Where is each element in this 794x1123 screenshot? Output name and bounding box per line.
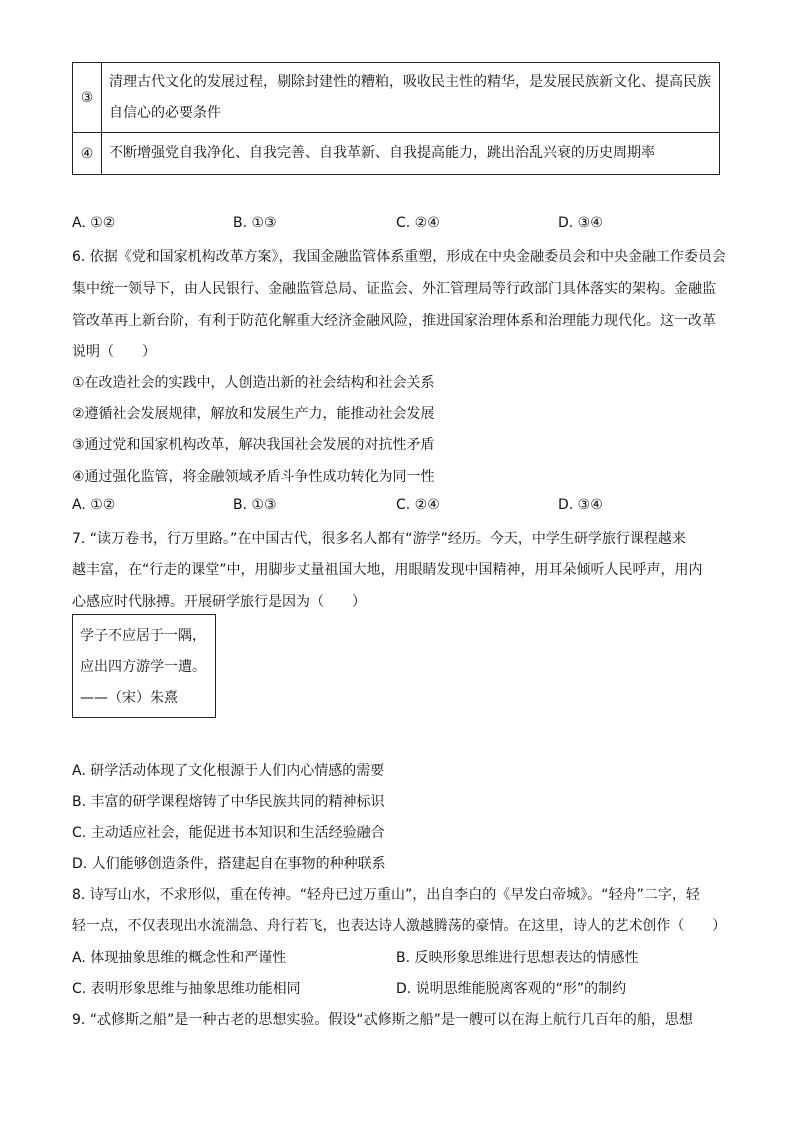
q6-item: ①在改造社会的实践中，人创造出新的社会结构和社会关系 xyxy=(72,375,435,391)
q6-item: ②遵循社会发展规律，解放和发展生产力，能推动社会发展 xyxy=(72,406,435,422)
quote-box xyxy=(72,614,216,718)
q6-stem-line: 集中统一领导下，由人民银行、金融监管总局、证监会、外汇管理局等行政部门具体落实的架构。金融监 xyxy=(72,281,716,297)
quote-line: 学子不应居于一隅， xyxy=(80,628,206,644)
q5-option-d: D. ③④ xyxy=(558,215,603,231)
q7-stem-line: 越丰富，在“行走的课堂”中，用脚步丈量祖国大地，用眼睛发现中国精神，用耳朵倾听人民呼声，用内 xyxy=(72,562,703,578)
table-row-number: ③ xyxy=(73,63,102,133)
q6-stem-line: 说明（ ） xyxy=(72,344,156,360)
table-row-text xyxy=(102,63,720,133)
q6-option-c: C. ②④ xyxy=(396,497,440,513)
q5-option-c: C. ②④ xyxy=(396,215,440,231)
q6-option-a: A. ①② xyxy=(72,497,116,513)
table-row-text: 不断增强党自我净化、自我完善、自我革新、自我提高能力，跳出治乱兴衰的历史周期率 xyxy=(102,133,720,175)
statement-table xyxy=(72,62,720,175)
q6-stem-line: 6. 依据《党和国家机构改革方案》，我国金融监管体系重塑，形成在中央金融委员会和中央金融工作委员会 xyxy=(72,249,726,265)
q8-option-a: A. 体现抽象思维的概念性和严谨性 xyxy=(72,950,287,966)
q6-stem-line: 管改革再上新台阶，有利于防范化解重大经济金融风险，推进国家治理体系和治理能力现代化。这一改革 xyxy=(72,313,716,329)
q8-option-d: D. 说明思维能脱离客观的“形”的制约 xyxy=(396,981,627,997)
table-row xyxy=(73,133,720,175)
quote-line: 应出四方游学一遭。 xyxy=(80,659,206,675)
q5-option-b: B. ①③ xyxy=(233,215,277,231)
table-line: 清理古代文化的发展过程，剔除封建性的糟粕，吸收民主性的精华，是发展民族新文化、提高民族 xyxy=(109,73,711,90)
table-row-number: ④ xyxy=(73,133,102,175)
q7-option-d: D. 人们能够创造条件，搭建起自在事物的种种联系 xyxy=(72,856,386,872)
q8-option-c: C. 表明形象思维与抽象思维功能相同 xyxy=(72,981,301,997)
q7-stem-line: 7. “读万卷书，行万里路。”在中国古代，很多名人都有“游学”经历。今天，中学生研学旅行课程越来 xyxy=(72,531,686,547)
q6-item: ③通过党和国家机构改革，解决我国社会发展的对抗性矛盾 xyxy=(72,437,435,453)
q6-item: ④通过强化监管，将金融领域矛盾斗争性成功转化为同一性 xyxy=(72,469,435,485)
q7-option-c: C. 主动适应社会，能促进书本知识和生活经验融合 xyxy=(72,825,385,841)
table-row xyxy=(73,63,720,133)
q8-option-b: B. 反映形象思维进行思想表达的情感性 xyxy=(396,950,639,966)
q7-stem-line: 心感应时代脉搏。开展研学旅行是因为（ ） xyxy=(72,594,366,610)
q5-option-a: A. ①② xyxy=(72,215,116,231)
q6-option-d: D. ③④ xyxy=(558,497,603,513)
q7-option-b: B. 丰富的研学课程熔铸了中华民族共同的精神标识 xyxy=(72,794,385,810)
q7-option-a: A. 研学活动体现了文化根源于人们内心情感的需要 xyxy=(72,763,385,779)
q9-stem-line: 9. “忒修斯之船”是一种古老的思想实验。假设“忒修斯之船”是一艘可以在海上航行几百年的船，思想 xyxy=(72,1012,693,1028)
q8-stem-line: 轻一点，不仅表现出水流湍急、舟行若飞，也表达诗人激越腾荡的豪情。在这里，诗人的艺术创作（ ） xyxy=(72,918,726,934)
table-line: 自信心的必要条件 xyxy=(109,104,221,121)
q8-stem-line: 8. 诗写山水，不求形似，重在传神。“轻舟已过万重山”，出自李白的《早发白帝城》。“轻舟”二字，轻 xyxy=(72,887,700,903)
quote-attribution: ——（宋）朱熹 xyxy=(80,690,178,706)
q6-option-b: B. ①③ xyxy=(233,497,277,513)
